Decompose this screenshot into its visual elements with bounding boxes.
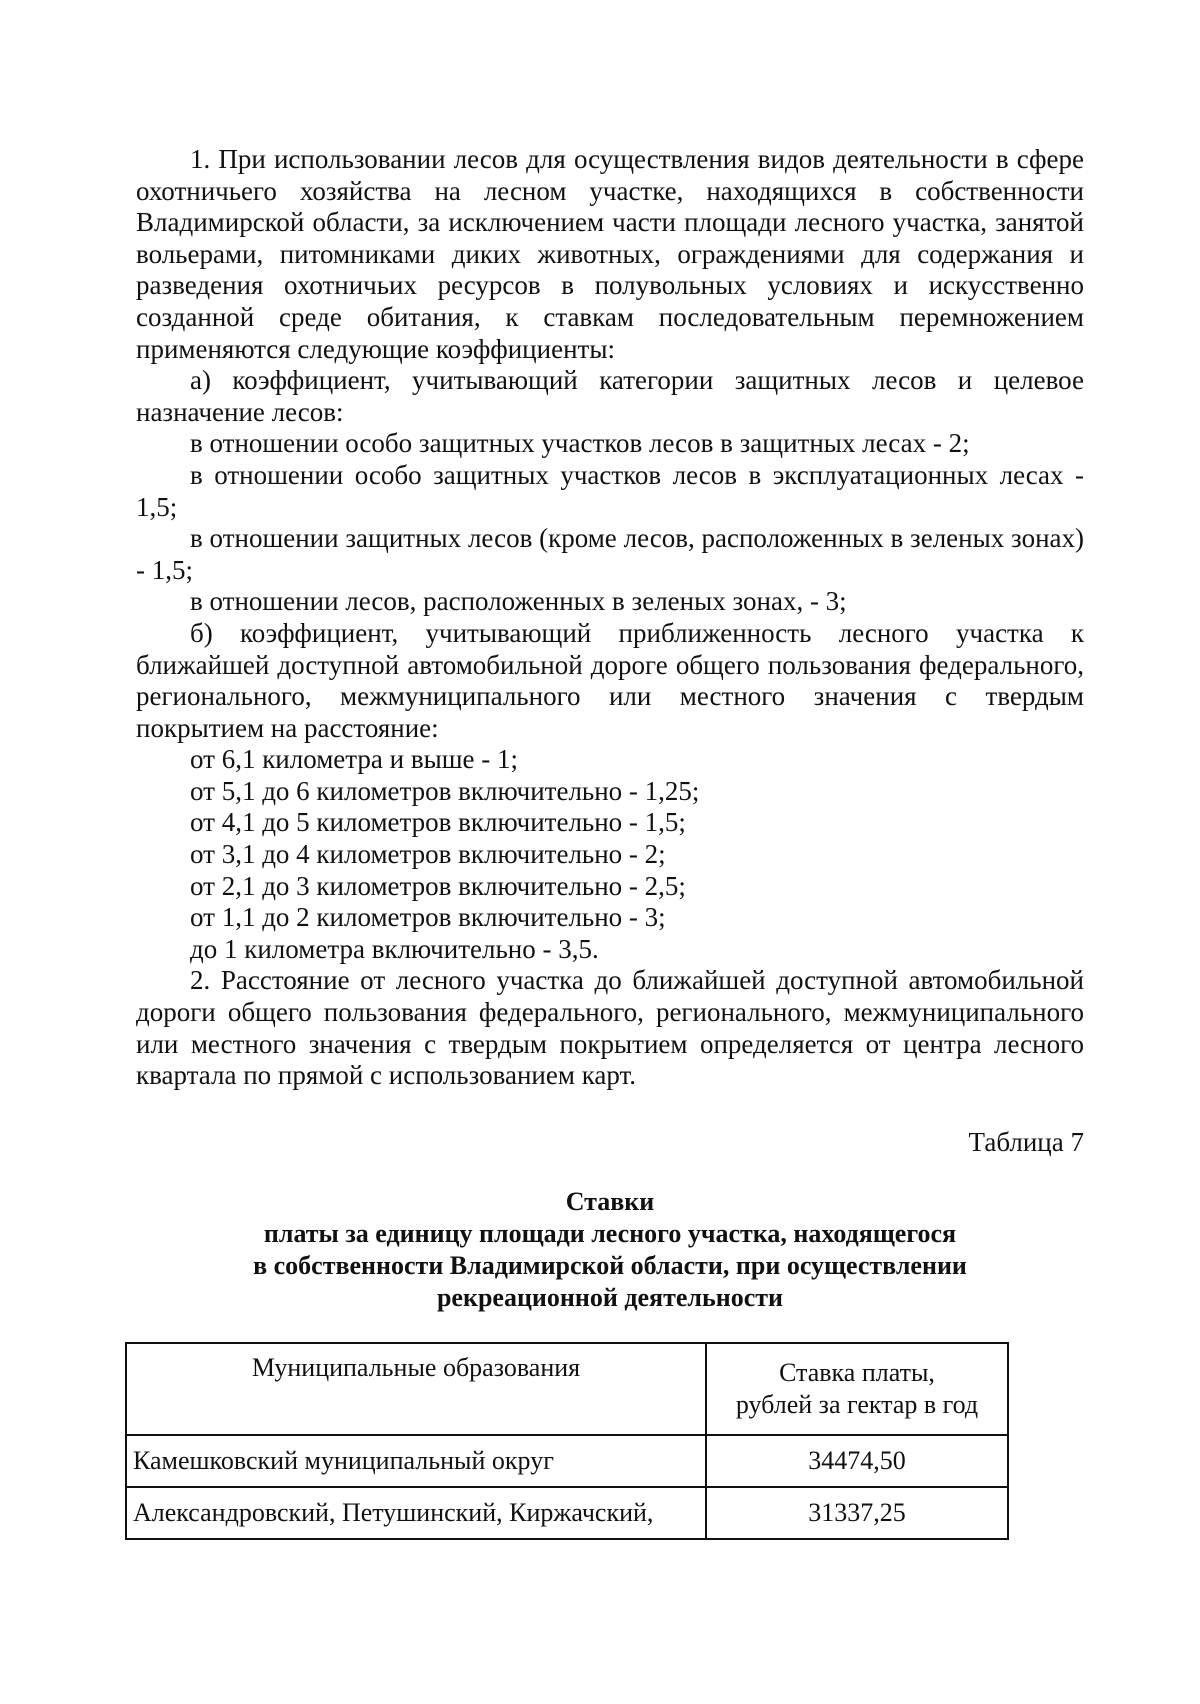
- list-item: до 1 километра включительно - 3,5.: [190, 933, 599, 964]
- table-label: Таблица 7: [968, 1127, 1084, 1157]
- document-body: [136, 144, 1084, 1092]
- list-item: от 3,1 до 4 километров включительно - 2;: [190, 839, 666, 870]
- list-item: в отношении особо защитных участков лесов в защитных лесах - 2;: [190, 428, 970, 459]
- paragraph-b: б) коэффициент, учитывающий приближенность лесного участка к ближайшей доступной автомобильной дороге общего пользования федерального, регионального, межмуниципального или местного значения с твердым покрытием на расстояние:: [136, 617, 1084, 743]
- header-rate-line: рублей за гектар в год: [735, 1390, 979, 1419]
- table-title-line: в собственности Владимирской области, при осуществлении: [253, 1251, 967, 1280]
- header-municipalities: Муниципальные образования: [126, 1343, 706, 1435]
- header-rate-line: Ставка платы,: [779, 1358, 935, 1387]
- paragraph-1: 1. При использовании лесов для осуществления видов деятельности в сфере охотничьего хозяйства на лесном участке, находящихся в собственности Владимирской области, за исключением части площади лесного участка, занятой вольерами, питомниками диких животных, ограждениями для содержания и разведения охотничьих ресурсов в полувольных условиях и искусственно созданной среде обитания, к ставкам последовательным перемножением применяются следующие коэффициенты:: [136, 144, 1084, 364]
- paragraph-2: 2. Расстояние от лесного участка до ближайшей доступной автомобильной дороги общего пользования федерального, регионального, межмуниципального или местного значения с твердым покрытием определяется от центра лесного квартала по прямой с использованием карт.: [136, 965, 1084, 1091]
- rates-table: [125, 1342, 1009, 1540]
- table-title-line: платы за единицу площади лесного участка, находящегося: [263, 1219, 957, 1248]
- table-row: [126, 1487, 1008, 1539]
- table-title-line: рекреационной деятельности: [436, 1283, 784, 1312]
- municipality-cell: Камешковский муниципальный округ: [126, 1435, 706, 1487]
- list-item: в отношении лесов, расположенных в зеленых зонах, - 3;: [190, 586, 847, 617]
- list-item: в отношении особо защитных участков лесов в эксплуатационных лесах - 1,5;: [136, 459, 1084, 522]
- paragraph-a: а) коэффициент, учитывающий категории защитных лесов и целевое назначение лесов:: [136, 365, 1084, 427]
- table-row: [126, 1435, 1008, 1487]
- municipality-cell: Александровский, Петушинский, Киржачский,: [126, 1487, 706, 1539]
- rate-cell: 31337,25: [706, 1487, 1008, 1539]
- table-title: [136, 1186, 1084, 1314]
- list-item: от 6,1 километра и выше - 1;: [190, 744, 519, 775]
- header-rate: [706, 1343, 1008, 1435]
- rate-cell: 34474,50: [706, 1435, 1008, 1487]
- table-title-line: Ставки: [565, 1187, 655, 1216]
- list-item: от 5,1 до 6 километров включительно - 1,25;: [190, 775, 700, 806]
- list-item: от 1,1 до 2 километров включительно - 3;: [190, 902, 666, 933]
- list-item: от 2,1 до 3 километров включительно - 2,5;: [190, 870, 686, 901]
- list-item: от 4,1 до 5 километров включительно - 1,5;: [190, 807, 686, 838]
- list-item: в отношении защитных лесов (кроме лесов, расположенных в зеленых зонах) - 1,5;: [136, 523, 1084, 585]
- table-header-row: [126, 1343, 1008, 1435]
